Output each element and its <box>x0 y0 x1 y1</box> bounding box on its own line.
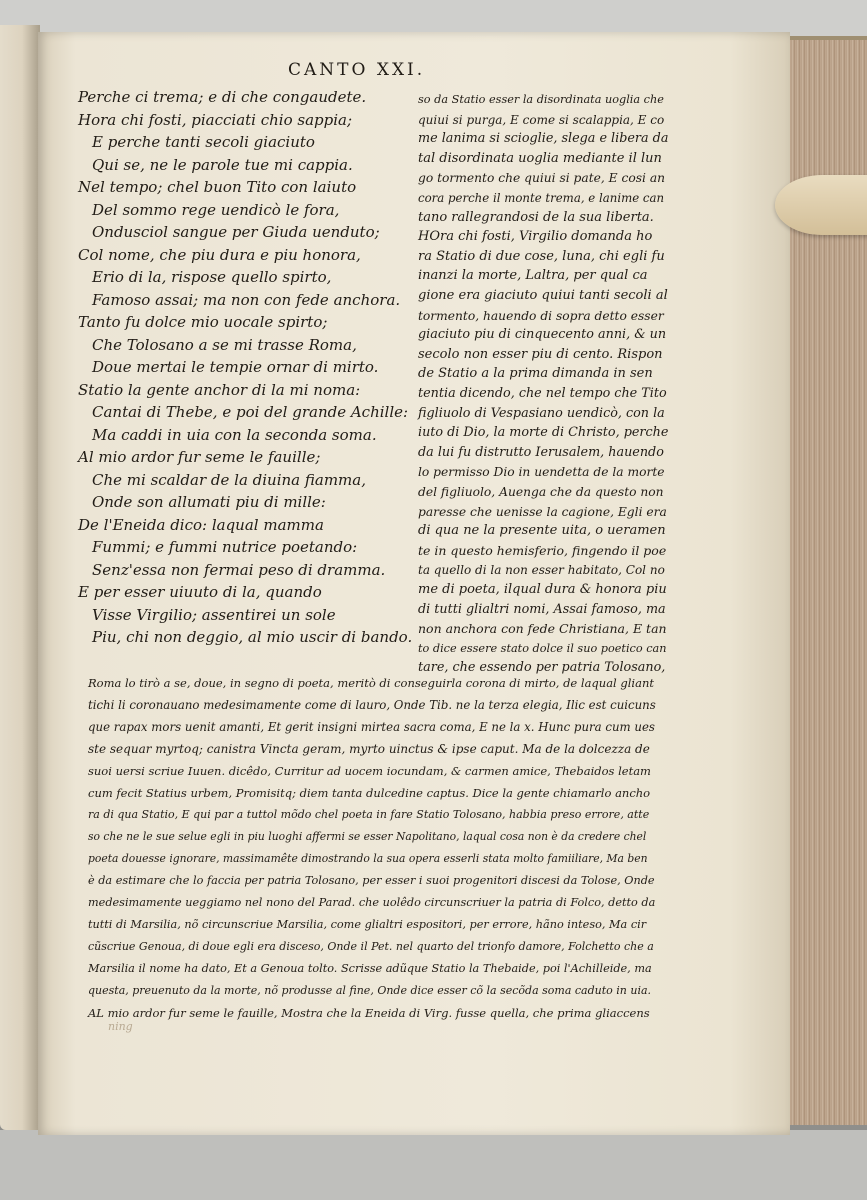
commentary-line: so da Statio esser la disordinata uoglia che <box>418 93 664 106</box>
commentary-line: tare, che essendo per patria Tolosano, <box>418 660 666 676</box>
commentary-line: quiui si purga, E come si scalappia, E co <box>418 112 665 127</box>
commentary-line: te in questo hemisferio, fingendo il poe <box>418 542 667 558</box>
commentary-line: tutti di Marsilia, nõ circunscriue Marsilia, come glialtri espositori, per errore, hãno inteso, Ma cir <box>88 918 647 931</box>
poem-line: Perche ci trema; e di che congaudete. <box>78 88 367 106</box>
left-page-edge <box>0 25 40 1130</box>
commentary-line: HOra chi fosti, Virgilio domanda ho <box>418 229 653 245</box>
commentary-line: cũscriue Genoua, di doue egli era disceso, Onde il Pet. nel quarto del trionfo damore, Folchetto che a <box>88 940 654 953</box>
commentary-line: paresse che uenisse la cagione, Egli era <box>418 504 667 519</box>
poem-line: E perche tanti secoli giaciuto <box>92 133 315 151</box>
commentary-line: tentia dicendo, che nel tempo che Tito <box>418 386 667 401</box>
commentary-line: ra Statio di due cose, luna, chi egli fu <box>418 248 665 264</box>
commentary-line: cora perche il monte trema, e lanime can <box>418 191 665 205</box>
commentary-line: di qua ne la presente uita, o ueramen <box>418 523 666 539</box>
commentary-line: que rapax mors uenit amanti, Et gerit insigni mirtea sacra coma, E ne la x. Hunc pura cum ues <box>88 720 655 734</box>
commentary-line: di tutti glialtri nomi, Assai famoso, ma <box>418 601 666 617</box>
poem-line: Visse Virgilio; assentirei un sole <box>92 605 336 624</box>
poem-line: Qui se, ne le parole tue mi cappia. <box>92 155 353 174</box>
commentary-line: Roma lo tirò a se, doue, in segno di poeta, meritò di conseguirla corona di mirto, de laqual gliant <box>88 676 654 690</box>
commentary-line: questa, preuenuto da la morte, nõ produsse al fine, Onde dice esser cõ la secõda soma caduto in uia. <box>88 984 652 997</box>
poem-line: Erio di la, rispose quello spirto, <box>92 268 332 286</box>
commentary-line: tormento, hauendo di sopra detto esser <box>418 308 664 323</box>
commentary-line: me di poeta, ilqual dura & honora piu <box>418 582 667 597</box>
ownership-signature: ning <box>108 1020 133 1033</box>
commentary-line: Marsilia il nome ha dato, Et a Genoua tolto. Scrisse adũque Statio la Thebaide, poi l'Achilleide, ma <box>88 962 652 975</box>
poem-line: Nel tempo; chel buon Tito con laiuto <box>78 178 357 196</box>
commentary-line: de Statio a la prima dimanda in sen <box>418 366 653 382</box>
commentary-line: ta quello di la non esser habitato, Col no <box>418 563 665 578</box>
poem-line: Onde son allumati piu di mille: <box>92 493 326 511</box>
poem-line: Col nome, che piu dura e piu honora, <box>78 245 361 264</box>
commentary-line: da lui fu distrutto Ierusalem, hauendo <box>418 444 664 460</box>
poem-line: Cantai di Thebe, e poi del grande Achille: <box>92 403 409 421</box>
commentary-line: AL mio ardor fur seme le fauille, Mostra che la Eneida di Virg. fusse quella, che prima gliaccens <box>88 1006 650 1020</box>
commentary-line: poeta douesse ignorare, massimamête dimostrando la sua opera esserli stata molto famiiliare, Ma ben <box>88 852 648 865</box>
poem-line: Doue mertai le tempie ornar di mirto. <box>92 358 379 376</box>
commentary-line: ste sequar myrtoq; canistra Vincta geram, myrto uinctus & ipse caput. Ma de la dolcezza de <box>88 742 650 756</box>
poem-line: Ondusciol sangue per Giuda uenduto; <box>92 223 380 241</box>
commentary-line: ra di qua Statio, E qui par a tuttol mõdo chel poeta in fare Statio Tolosano, habbia preso errore, atte <box>88 808 650 821</box>
commentary-line: medesimamente ueggiamo nel nono del Parad. che uolêdo circunscriuer la patria di Folco, detto da <box>88 896 656 909</box>
poem-line: Del sommo rege uendicò le fora, <box>92 200 340 219</box>
commentary-line: me lanima si scioglie, slega e libera da <box>418 131 669 147</box>
commentary-line: del figliuolo, Auenga che da questo non <box>418 485 664 499</box>
poem-line: Piu, chi non deggio, al mio uscir di bando. <box>92 628 413 646</box>
commentary-line: inanzi la morte, Laltra, per qual ca <box>418 268 648 284</box>
poem-line: Senz'essa non fermai peso di dramma. <box>92 560 386 579</box>
commentary-line: gione era giaciuto quiui tanti secoli al <box>418 288 668 303</box>
commentary-line: to dice essere stato dolce il suo poetico can <box>418 641 667 655</box>
commentary-line: è da estimare che lo faccia per patria Tolosano, per esser i suoi progenitori discesi da Tolose, Onde <box>88 874 655 887</box>
poem-line: E per esser uiuuto di la, quando <box>78 583 322 601</box>
poem-line: Statio la gente anchor di la mi noma: <box>78 380 361 399</box>
bookmark-strip <box>775 175 867 235</box>
commentary-line: suoi uersi scriue Iuuen. dicêdo, Curritur ad uocem iocundam, & carmen amice, Thebaidos letam <box>88 764 651 778</box>
commentary-line: lo permisso Dio in uendetta de la morte <box>418 465 665 480</box>
poem-line: Che Tolosano a se mi trasse Roma, <box>92 335 357 354</box>
running-head: CANTO XXI. <box>288 60 426 80</box>
commentary-line: tano rallegrandosi de la sua liberta. <box>418 209 654 225</box>
commentary-line: go tormento che quiui si pate, E cosi an <box>418 171 666 186</box>
poem-line: Tanto fu dolce mio uocale spirto; <box>78 313 328 331</box>
commentary-line: secolo non esser piu di cento. Rispon <box>418 346 663 362</box>
poem-line: De l'Eneida dico: laqual mamma <box>78 515 324 534</box>
commentary-line: iuto di Dio, la morte di Christo, perche <box>418 425 669 441</box>
poem-line: Fummi; e fummi nutrice poetando: <box>92 538 358 556</box>
commentary-line: tichi li coronauano medesimamente come di lauro, Onde Tib. ne la terza elegia, Ilic est cuicuns <box>88 698 656 712</box>
commentary-line: tal disordinata uoglia mediante il lun <box>418 150 662 166</box>
backdrop-bottom <box>0 1130 867 1200</box>
commentary-line: non anchora con fede Christiana, E tan <box>418 621 667 637</box>
commentary-line: so che ne le sue selue egli in piu luoghi affermi se esser Napolitano, laqual cosa non è da credere chel <box>88 830 647 843</box>
poem-line: Famoso assai; ma non con fede anchora. <box>92 290 401 309</box>
poem-line: Ma caddi in uia con la seconda soma. <box>92 425 377 444</box>
poem-line: Che mi scaldar de la diuina fiamma, <box>92 470 366 489</box>
commentary-line: figliuolo di Vespasiano uendicò, con la <box>418 405 665 421</box>
commentary-line: cum fecit Statius urbem, Promisitq; diem tanta dulcedine captus. Dice la gente chiamarlo ancho <box>88 786 651 800</box>
poem-line: Hora chi fosti, piacciati chio sappia; <box>78 110 353 129</box>
commentary-line: giaciuto piu di cinquecento anni, & un <box>418 327 667 343</box>
poem-line: Al mio ardor fur seme le fauille; <box>78 448 321 466</box>
